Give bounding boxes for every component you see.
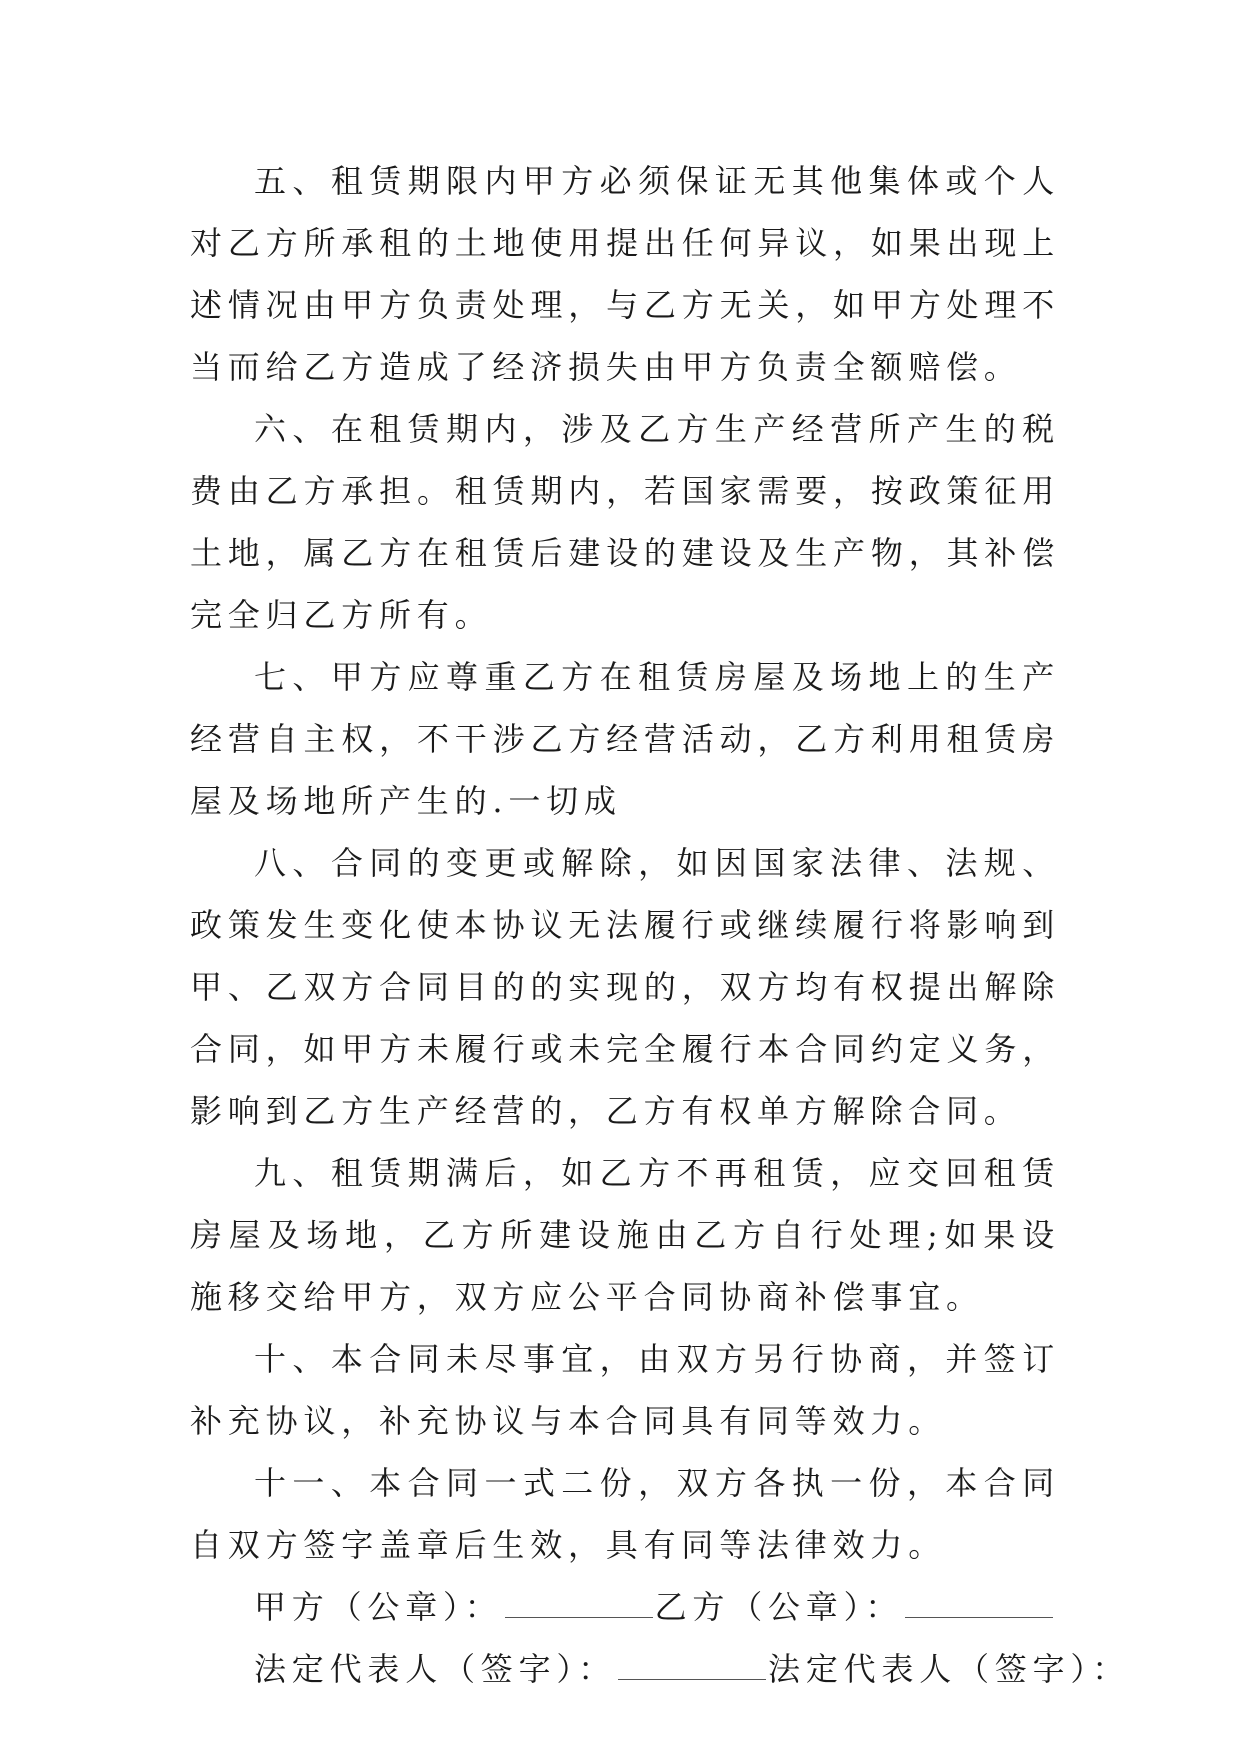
party-a-seal-label: 甲方（公章）： [254,1588,503,1626]
representative-signature-line [190,1638,1131,1700]
party-b-rep-label: 法定代表人（签字）： [768,1650,1131,1688]
party-a-rep-label: 法定代表人（签字）： [254,1650,617,1688]
seal-signature-line [190,1576,1060,1638]
clause-6: 六、在租赁期内，涉及乙方生产经营所产生的税费由乙方承担。租赁期内，若国家需要，按政策征用土地，属乙方在租赁后建设的建设及生产物，其补偿完全归乙方所有。 [190,410,1060,634]
document-body [190,150,1131,1700]
party-a-seal-blank[interactable] [505,1595,653,1618]
clause-8: 八、合同的变更或解除，如因国家法律、法规、政策发生变化使本协议无法履行或继续履行将影响到甲、乙双方合同目的的实现的，双方均有权提出解除合同，如甲方未履行或未完全履行本合同约定义务，影响到乙方生产经营的，乙方有权单方解除合同。 [190,844,1060,1130]
clause-9: 九、租赁期满后，如乙方不再租赁，应交回租赁房屋及场地，乙方所建设施由乙方自行处理;如果设施移交给甲方，双方应公平合同协商补偿事宜。 [190,1154,1060,1316]
clause-7: 七、甲方应尊重乙方在租赁房屋及场地上的生产经营自主权，不干涉乙方经营活动，乙方利用租赁房屋及场地所产生的.一切成 [190,658,1060,820]
clause-10: 十、本合同未尽事宜，由双方另行协商，并签订补充协议，补充协议与本合同具有同等效力。 [190,1340,1060,1440]
party-b-seal-blank[interactable] [905,1595,1053,1618]
clause-5: 五、租赁期限内甲方必须保证无其他集体或个人对乙方所承租的土地使用提出任何异议，如果出现上述情况由甲方负责处理，与乙方无关，如甲方处理不当而给乙方造成了经济损失由甲方负责全额赔偿。 [190,162,1060,386]
party-a-rep-blank[interactable] [618,1657,766,1680]
clause-11: 十一、本合同一式二份，双方各执一份，本合同自双方签字盖章后生效，具有同等法律效力。 [190,1464,1060,1564]
party-b-seal-label: 乙方（公章）： [654,1588,904,1626]
